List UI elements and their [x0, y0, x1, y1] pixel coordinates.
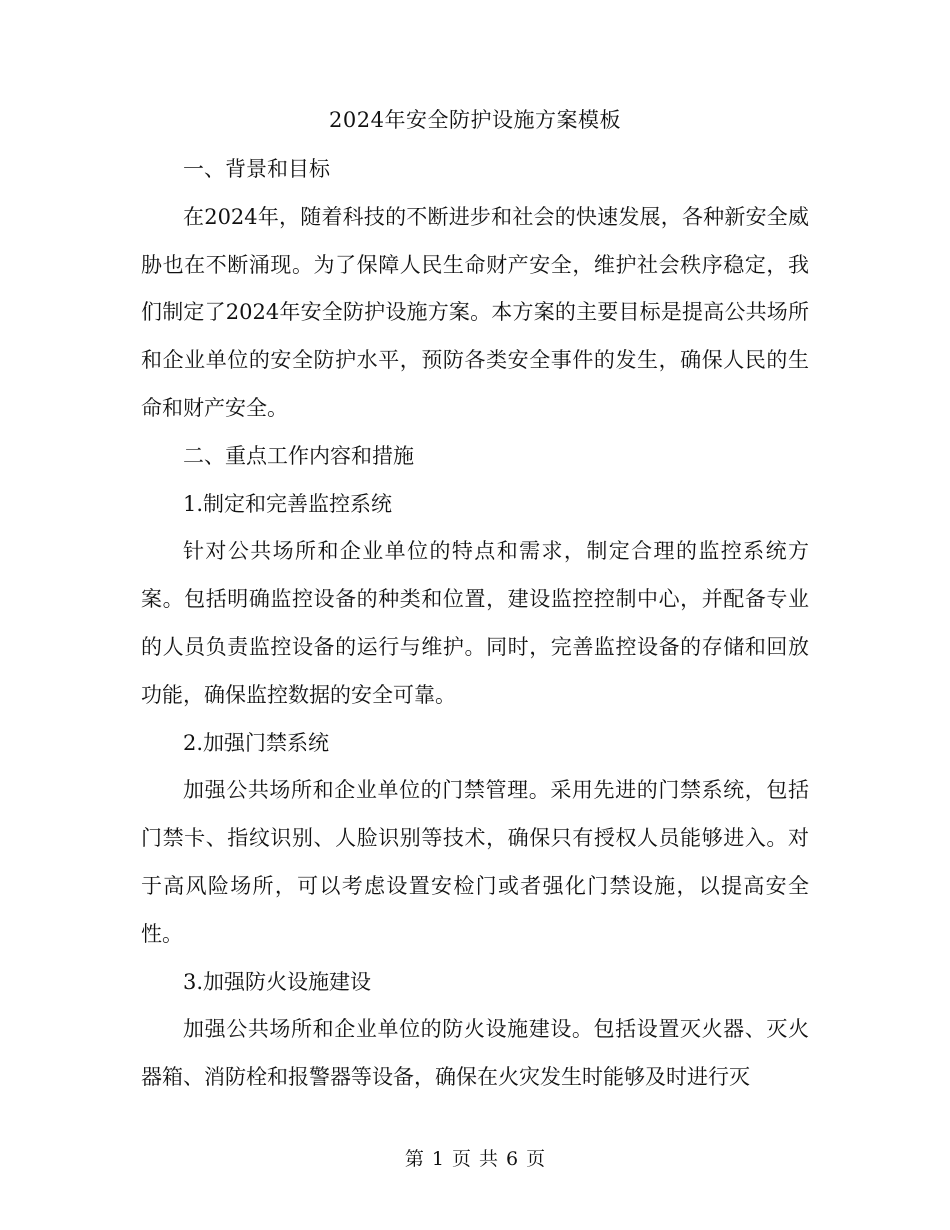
paragraph-access-control: 加强公共场所和企业单位的门禁管理。采用先进的门禁系统，包括门禁卡、指纹识别、人脸识别等技术，确保只有授权人员能够进入。对于高风险场所，可以考虑设置安检门或者强化门禁设施，以提高安全性。: [141, 778, 809, 946]
paragraph-monitoring: 针对公共场所和企业单位的特点和需求，制定合理的监控系统方案。包括明确监控设备的种类和位置，建设监控控制中心，并配备专业的人员负责监控设备的运行与维护。同时，完善监控设备的存储和回放功能，确保监控数据的安全可靠。: [141, 539, 809, 707]
page-number-footer: 第 1 页 共 6 页: [404, 1148, 546, 1170]
section-heading-measures: 二、重点工作内容和措施: [183, 443, 414, 468]
section-heading-background: 一、背景和目标: [183, 157, 330, 181]
document-body: [141, 146, 809, 1102]
paragraph-fire-protection: 加强公共场所和企业单位的防火设施建设。包括设置灭火器、灭火器箱、消防栓和报警器等设备，确保在火灾发生时能够及时进行灭: [141, 1017, 809, 1090]
document-title: 2024年安全防护设施方案模板: [329, 108, 621, 132]
subheading-monitoring: 1.制定和完善监控系统: [183, 491, 393, 516]
subheading-fire-protection: 3.加强防火设施建设: [183, 969, 372, 994]
paragraph-background: 在2024年，随着科技的不断进步和社会的快速发展，各种新安全威胁也在不断涌现。为了保障人民生命财产安全，维护社会秩序稳定，我们制定了2024年安全防护设施方案。本方案的主要目标是提高公共场所和企业单位的安全防护水平，预防各类安全事件的发生，确保人民的生命和财产安全。: [141, 204, 809, 420]
subheading-access-control: 2.加强门禁系统: [183, 730, 330, 755]
